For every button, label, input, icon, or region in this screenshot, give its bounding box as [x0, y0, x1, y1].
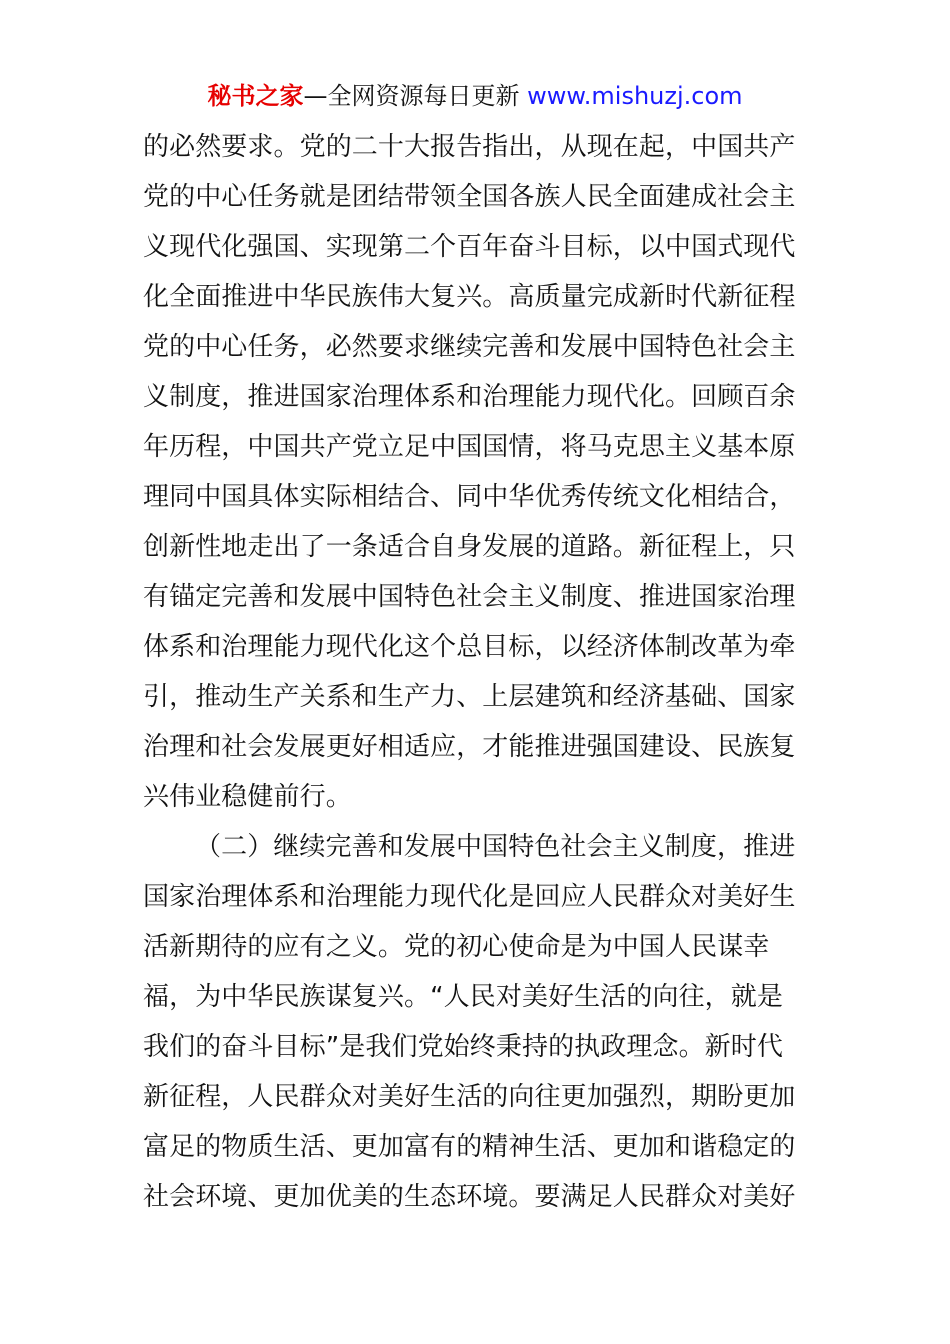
page-header — [0, 78, 950, 114]
text-line: 治理和社会发展更好相适应，才能推进强国建设、民族复 — [143, 732, 796, 762]
text-line: 有锚定完善和发展中国特色社会主义制度、推进国家治理 — [143, 582, 796, 612]
text-line: 社会环境、更加优美的生态环境。要满足人民群众对美好 — [143, 1182, 796, 1212]
text-line: 国家治理体系和治理能力现代化是回应人民群众对美好生 — [143, 882, 796, 912]
text-line: 党的中心任务，必然要求继续完善和发展中国特色社会主 — [143, 332, 796, 362]
paragraph-1 — [143, 122, 809, 822]
text-line: 我们的奋斗目标”是我们党始终秉持的执政理念。新时代 — [143, 1032, 783, 1062]
text-line: 新征程，人民群众对美好生活的向往更加强烈，期盼更加 — [143, 1082, 796, 1112]
text-line: 理同中国具体实际相结合、同中华优秀传统文化相结合， — [143, 482, 796, 512]
text-line: 义制度，推进国家治理体系和治理能力现代化。回顾百余 — [143, 382, 796, 412]
text-line: 福，为中华民族谋复兴。“人民对美好生活的向往，就是 — [143, 982, 783, 1012]
text-line: 年历程，中国共产党立足中国国情，将马克思主义基本原 — [143, 432, 796, 462]
text-line: 富足的物质生活、更加富有的精神生活、更加和谐稳定的 — [143, 1132, 796, 1162]
text-line: 化全面推进中华民族伟大复兴。高质量完成新时代新征程 — [143, 282, 796, 312]
text-line: 创新性地走出了一条适合自身发展的道路。新征程上，只 — [143, 532, 796, 562]
text-line: 义现代化强国、实现第二个百年奋斗目标，以中国式现代 — [143, 232, 796, 262]
site-url-link[interactable]: www.mishuzj.com — [527, 82, 743, 110]
section-heading-line: （二）继续完善和发展中国特色社会主义制度，推进 — [195, 832, 796, 862]
text-line: 活新期待的应有之义。党的初心使命是为中国人民谋幸 — [143, 932, 770, 962]
header-tagline: —全网资源每日更新 — [303, 82, 520, 110]
text-line: 兴伟业稳健前行。 — [143, 782, 352, 812]
document-body — [143, 122, 809, 1222]
brand-name: 秘书之家 — [207, 82, 304, 110]
text-line: 的必然要求。党的二十大报告指出，从现在起，中国共产 — [143, 132, 796, 162]
paragraph-2 — [143, 822, 809, 1222]
text-line: 体系和治理能力现代化这个总目标，以经济体制改革为牵 — [143, 632, 796, 662]
text-line: 引，推动生产关系和生产力、上层建筑和经济基础、国家 — [143, 682, 796, 712]
text-line: 党的中心任务就是团结带领全国各族人民全面建成社会主 — [143, 182, 796, 212]
